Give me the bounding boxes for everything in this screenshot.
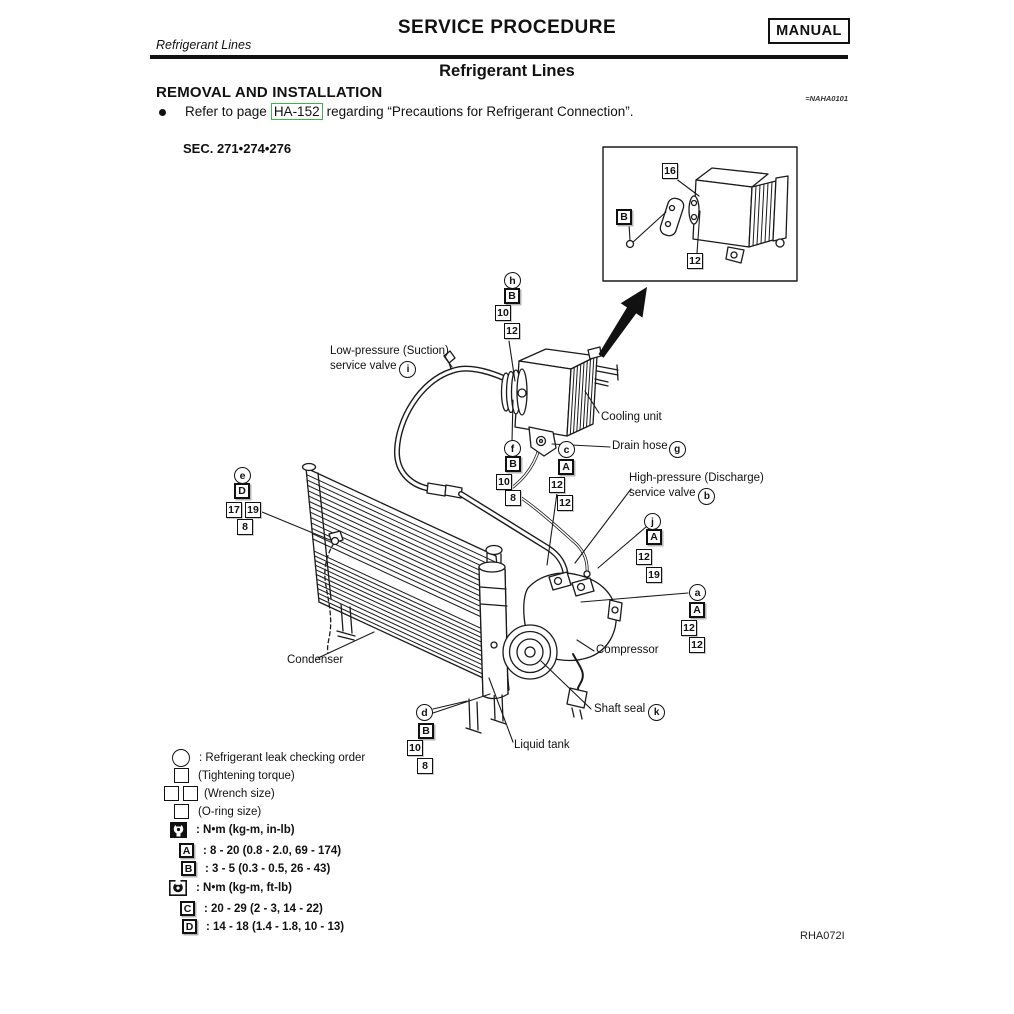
note-prefix: Refer to page [185,104,267,119]
circle-icon [172,749,190,767]
section-title: Refrigerant Lines [439,62,575,80]
legend-row-torque-ftlb [169,880,292,896]
callout-19-j: 19 [646,567,662,583]
label-shaft-seal [594,702,665,721]
label-compressor: Compressor [596,644,659,656]
callout-A-c: A [558,459,574,475]
label-shaft-seal-text: Shaft seal [594,703,646,715]
callout-10-d: 10 [407,740,423,756]
legend-text: : 8 - 20 (0.8 - 2.0, 69 - 174) [203,844,342,857]
square-icon [183,786,198,801]
callout-10-f: 10 [496,474,512,490]
manual-badge: MANUAL [768,18,850,44]
callout-12-c2: 12 [557,495,573,511]
legend-text: : 3 - 5 (0.3 - 0.5, 26 - 43) [205,862,331,875]
inset-arrow [599,287,648,358]
liquid-tank-drawing [479,562,508,699]
callout-c: c [558,441,575,458]
callout-10-top: 10 [495,305,511,321]
legend-text: (O-ring size) [198,805,262,818]
square-icon [174,768,189,783]
callout-D-e: D [234,483,250,499]
wrench-outline-icon [169,880,187,896]
callout-B-d: B [418,723,434,739]
torque-box-B: B [181,861,196,876]
label-drain-hose-text: Drain hose [612,440,668,452]
callout-8-e: 8 [237,519,253,535]
square-icon [164,786,179,801]
legend-row-tightening-torque [174,768,295,783]
figure-code: RHA072I [800,930,845,942]
callout-12-c1: 12 [549,477,565,493]
legend-row-leak-order [172,749,365,767]
callout-8-f: 8 [505,490,521,506]
label-low-pressure [330,344,449,378]
note-suffix: regarding “Precautions for Refrigerant Connection”. [326,104,634,119]
legend-text: (Tightening torque) [198,769,295,782]
callout-B-f: B [505,456,521,472]
callout-12-j: 12 [636,549,652,565]
label-high-pressure-line1: High-pressure (Discharge) [629,472,764,484]
callout-f: f [504,440,521,457]
callout-h: h [504,272,521,289]
callout-12-top: 12 [504,323,520,339]
doc-code: =NAHA0101 [805,94,848,103]
square-icon [174,804,189,819]
wrench-filled-icon [170,822,187,838]
torque-box-D: D [182,919,197,934]
label-cooling-unit: Cooling unit [601,411,662,423]
legend-row-wrench-size [164,786,275,801]
label-high-pressure [629,471,764,505]
legend-text: : N•m (kg-m, ft-lb) [196,882,293,894]
legend-text: : N•m (kg-m, in-lb) [196,824,295,836]
breadcrumb: Refrigerant Lines [156,38,252,52]
label-low-pressure-line2: service valve [330,360,397,372]
legend-text: : 14 - 18 (1.4 - 1.8, 10 - 13) [206,920,345,933]
legend-row-torque-C [180,901,323,916]
torque-box-C: C [180,901,195,916]
callout-16: 16 [662,163,678,179]
callout-d: d [416,704,433,721]
callout-17-e: 17 [226,502,242,518]
callout-8-d: 8 [417,758,433,774]
callout-12-inset: 12 [687,253,703,269]
label-drain-hose [612,439,686,458]
callout-B-inset: B [616,209,632,225]
label-high-pressure-line2: service valve [629,487,696,499]
page-link-ha152[interactable]: HA-152 [271,103,323,120]
callout-g: g [669,441,686,458]
legend-row-torque-inlb [170,822,295,838]
legend-row-oring-size [174,804,261,819]
callout-12-a1: 12 [681,620,697,636]
sec-reference: SEC. 271•274•276 [183,141,292,156]
label-condenser: Condenser [287,654,344,666]
removal-heading: REMOVAL AND INSTALLATION [156,84,383,101]
callout-A-a: A [689,602,705,618]
legend-row-torque-A [179,843,341,858]
callout-A-j: A [646,529,662,545]
callout-j: j [644,513,661,530]
cooling-unit-drawing [502,347,619,456]
torque-box-A: A [179,843,194,858]
callout-a: a [689,584,706,601]
callout-i: i [399,361,416,378]
callout-k: k [648,704,665,721]
legend-text: (Wrench size) [204,787,275,800]
legend-row-torque-D [182,919,344,934]
legend-text: : 20 - 29 (2 - 3, 14 - 22) [204,902,323,915]
callout-19-e: 19 [245,502,261,518]
callout-b: b [698,488,715,505]
page-title: SERVICE PROCEDURE [397,17,617,38]
callout-e: e [234,467,251,484]
legend-text: : Refrigerant leak checking order [199,752,366,764]
label-low-pressure-line1: Low-pressure (Suction) [330,345,449,357]
callout-B-top: B [504,288,520,304]
label-liquid-tank: Liquid tank [514,739,570,751]
legend-row-torque-B [181,861,330,876]
callout-12-a2: 12 [689,637,705,653]
